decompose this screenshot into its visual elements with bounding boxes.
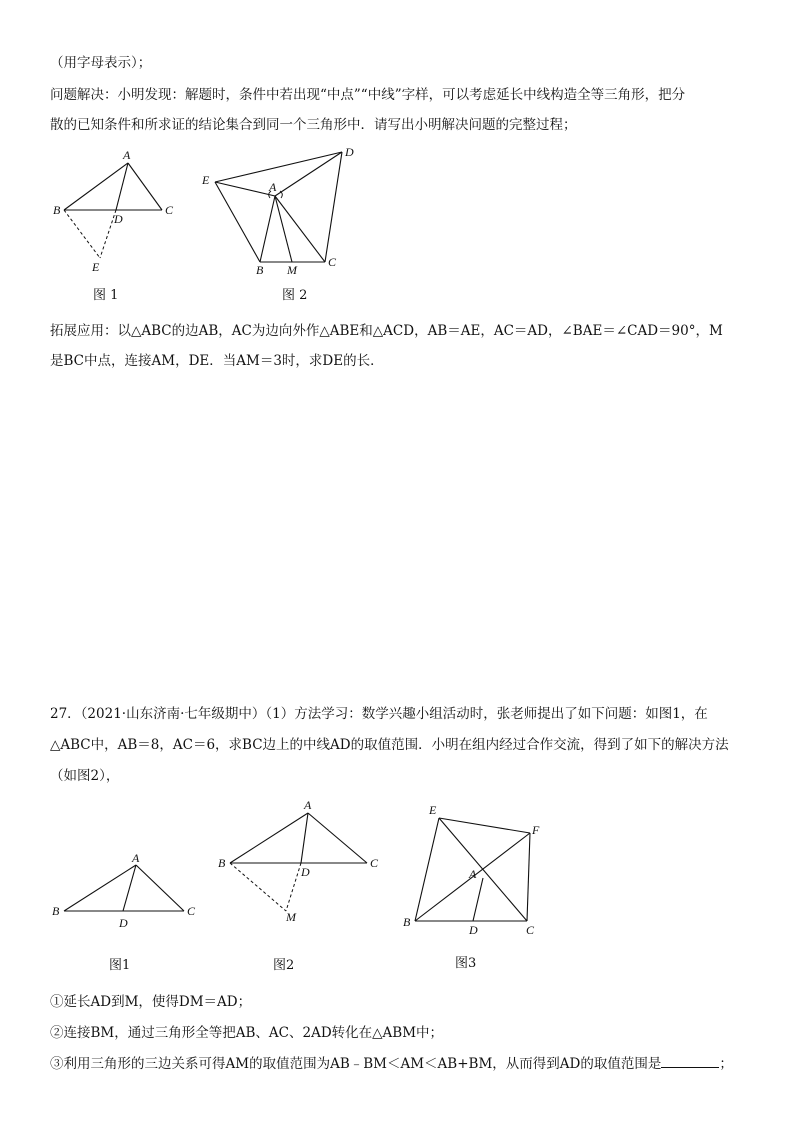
text-line: 问题解决：小明发现：解题时，条件中若出现“中点”“中线”字样，可以考虑延长中线构造全等三角形，把分 — [50, 87, 686, 103]
q27-figure-2 — [210, 795, 390, 925]
text-line: △ABC中，AB＝8，AC＝6，求BC边上的中线AD的取值范围．小明在组内经过合作交流，得到了如下的解决方法 — [50, 737, 729, 753]
label-C: C — [526, 923, 535, 937]
top-figure-1 — [50, 145, 190, 285]
top-figure-2 — [195, 140, 365, 280]
label-C: C — [370, 856, 379, 870]
step-3-text: ③利用三角形的三边关系可得AM的取值范围为AB﹣BM＜AM＜AB+BM，从而得到AD的取值范围是 — [50, 1056, 662, 1072]
label-D: D — [114, 212, 123, 226]
label-D: D — [119, 916, 128, 930]
label-C: C — [328, 255, 337, 269]
label-E: E — [429, 803, 437, 817]
step-3 — [50, 1052, 733, 1072]
label-D: D — [345, 145, 354, 159]
text-line: 是BC中点，连接AM，DE．当AM＝3时，求DE的长． — [50, 353, 384, 369]
label-A: A — [269, 180, 277, 194]
label-B: B — [218, 856, 226, 870]
label-F: F — [532, 823, 540, 837]
label-E: E — [202, 173, 210, 187]
label-D: D — [301, 865, 310, 879]
label-B: B — [53, 203, 61, 217]
label-M: M — [286, 910, 296, 924]
step-3-end: ； — [719, 1056, 733, 1072]
label-B: B — [403, 915, 411, 929]
label-C: C — [165, 203, 174, 217]
label-E: E — [92, 260, 100, 274]
label-A: A — [469, 867, 477, 881]
answer-blank[interactable] — [661, 1055, 719, 1068]
caption-fig2: 图2 — [273, 958, 295, 973]
label-B: B — [52, 904, 60, 918]
label-C: C — [187, 904, 196, 918]
q27-figure-1 — [50, 850, 210, 930]
label-B: B — [256, 263, 264, 277]
caption-fig1: 图 1 — [93, 288, 119, 303]
label-A: A — [304, 798, 312, 812]
caption-fig1: 图1 — [109, 958, 131, 973]
q27-figure-3 — [395, 790, 555, 940]
caption-fig3: 图3 — [455, 956, 477, 971]
label-A: A — [123, 148, 131, 162]
label-A: A — [132, 851, 140, 865]
text-line: 拓展应用：以△ABC的边AB，AC为边向外作△ABE和△ACD，AB＝AE，AC＝AD，∠BAE＝∠CAD＝90°，M — [50, 323, 723, 339]
label-D: D — [469, 923, 478, 937]
label-M: M — [287, 263, 297, 277]
step-1: ①延长AD到M，使得DM＝AD； — [50, 994, 252, 1010]
caption-fig2: 图 2 — [282, 288, 308, 303]
text-line: 27．（2021·山东济南·七年级期中）（1）方法学习：数学兴趣小组活动时，张老师提出了如下问题：如图1，在 — [50, 706, 708, 722]
step-2: ②连接BM，通过三角形全等把AB、AC、2AD转化在△ABM中； — [50, 1025, 444, 1041]
text-line: （如图2）， — [50, 768, 120, 784]
text-line: （用字母表示）； — [50, 55, 152, 71]
text-line: 散的已知条件和所求证的结论集合到同一个三角形中．请写出小明解决问题的完整过程； — [50, 117, 577, 133]
